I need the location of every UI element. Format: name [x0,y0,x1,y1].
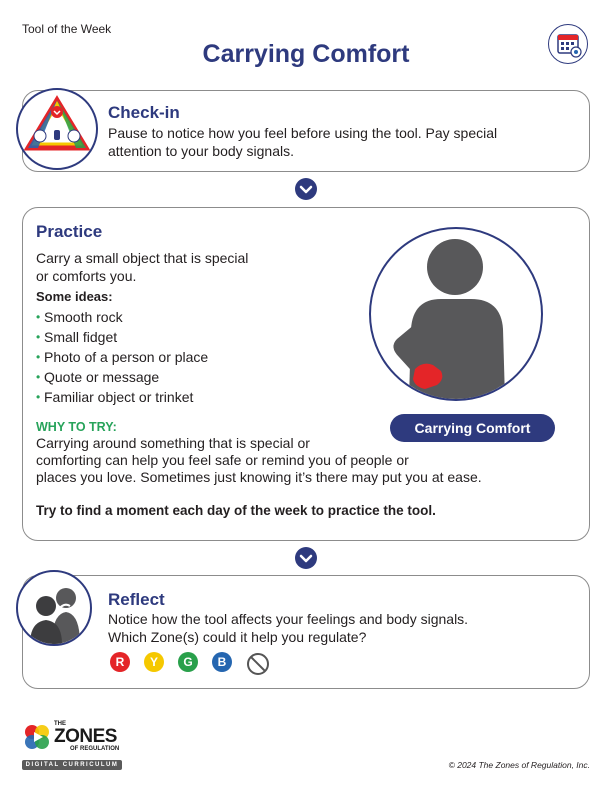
zones-logo-icon [22,722,52,752]
none-icon [246,652,270,676]
list-item: • Smooth rock [36,307,208,327]
chevron-down-icon [295,547,317,569]
image-caption-pill: Carrying Comfort [390,414,555,442]
chevron-down-icon [295,178,317,200]
reflect-people-icon [16,570,92,646]
page-title: Carrying Comfort [202,40,410,68]
practice-intro-2: or comforts you. [36,268,137,284]
zone-blue-badge: B [212,652,232,672]
practice-closing: Try to find a moment each day of the week to practice the tool. [36,503,436,518]
zones-triangle-icon [16,88,98,170]
list-item: • Familiar object or trinket [36,387,208,407]
reflect-heading: Reflect [108,590,165,609]
ideas-label: Some ideas: [36,289,113,304]
practice-heading: Practice [36,222,103,241]
zone-yellow-badge: Y [144,652,164,672]
practice-intro-1: Carry a small object that is special [36,250,249,266]
why-to-try-label: WHY TO TRY: [36,420,117,434]
logo-digital-curriculum: DIGITAL CURRICULUM [22,760,122,770]
why-line-1: Carrying around something that is special or [36,435,310,451]
calendar-icon [548,24,588,64]
why-line-2: comforting can help you feel safe or remind you of people or [36,452,409,468]
logo-of-regulation: OF REGULATION [70,746,120,752]
checkin-line-1: Pause to notice how you feel before using the tool. Pay special [108,125,498,141]
list-item: • Quote or message [36,367,208,387]
why-line-3: places you love. Sometimes just knowing it’s there may put you at ease. [36,469,482,485]
checkin-line-2: attention to your body signals. [108,143,295,159]
list-item: • Small fidget [36,327,208,347]
person-holding-object-illustration [369,227,543,401]
zone-green-badge: G [178,652,198,672]
tool-of-week-label: Tool of the Week [22,22,112,36]
list-item: • Photo of a person or place [36,347,208,367]
reflect-line-1: Notice how the tool affects your feelings and body signals. [108,611,469,627]
ideas-list [36,307,208,407]
logo-the: THE [54,721,66,727]
zone-red-badge: R [110,652,130,672]
copyright: © 2024 The Zones of Regulation, Inc. [448,760,590,770]
reflect-line-2: Which Zone(s) could it help you regulate? [108,629,367,645]
logo-zones: ZONES [54,726,117,747]
checkin-heading: Check-in [108,103,180,122]
